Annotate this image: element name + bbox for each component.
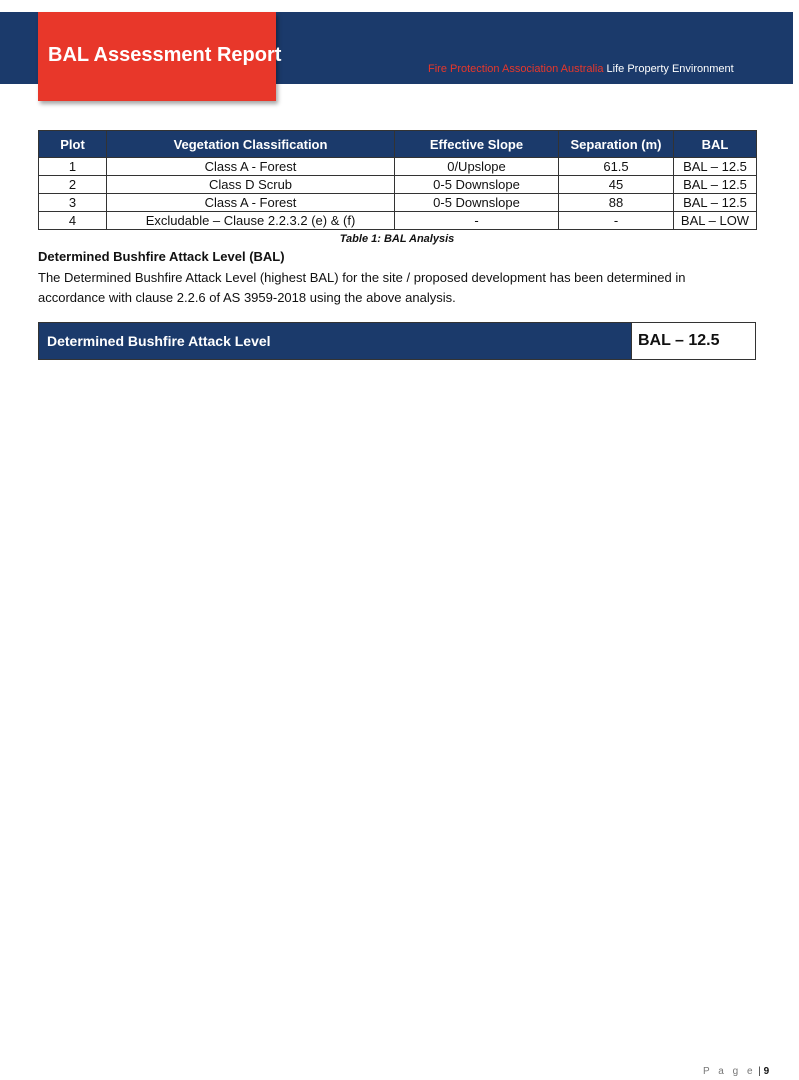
cell-vegetation: Class D Scrub: [107, 176, 395, 194]
column-header-bal: BAL: [674, 131, 757, 158]
determined-bal-box: [38, 322, 756, 360]
cell-plot: 1: [39, 158, 107, 176]
page-label: P a g e: [703, 1066, 756, 1077]
cell-vegetation: Class A - Forest: [107, 158, 395, 176]
org-motto: Life Property Environment: [603, 63, 734, 75]
cell-slope: 0-5 Downslope: [395, 194, 559, 212]
table-caption: Table 1: BAL Analysis: [339, 233, 455, 245]
bal-analysis-table: [38, 130, 757, 230]
page-number-value: 9: [763, 1066, 770, 1077]
cell-vegetation: Excludable – Clause 2.2.3.2 (e) & (f): [107, 212, 395, 230]
cell-separation: -: [559, 212, 674, 230]
header-tagline: [428, 63, 734, 75]
cell-separation: 45: [559, 176, 674, 194]
table-header-row: [39, 131, 757, 158]
cell-separation: 88: [559, 194, 674, 212]
column-header-separation: Separation (m): [559, 131, 674, 158]
column-header-slope: Effective Slope: [395, 131, 559, 158]
cell-plot: 3: [39, 194, 107, 212]
report-title-box: [38, 12, 282, 101]
cell-bal: BAL – LOW: [674, 212, 757, 230]
table-row: [39, 158, 757, 176]
table-row: [39, 176, 757, 194]
determined-bal-value: BAL – 12.5: [638, 332, 720, 349]
section-heading: Determined Bushfire Attack Level (BAL): [38, 249, 285, 264]
cell-plot: 2: [39, 176, 107, 194]
cell-slope: 0-5 Downslope: [395, 176, 559, 194]
table-row: [39, 194, 757, 212]
cell-slope: 0/Upslope: [395, 158, 559, 176]
cell-separation: 61.5: [559, 158, 674, 176]
determined-bal-label: Determined Bushfire Attack Level: [39, 323, 632, 359]
body-line-2: accordance with clause 2.2.6 of AS 3959-2018 using the above analysis.: [38, 290, 456, 305]
cell-bal: BAL – 12.5: [674, 176, 757, 194]
cell-bal: BAL – 12.5: [674, 158, 757, 176]
table-row: [39, 212, 757, 230]
page-separator: |: [755, 1066, 764, 1077]
cell-bal: BAL – 12.5: [674, 194, 757, 212]
org-name: Fire Protection Association Australia: [428, 63, 604, 75]
column-header-plot: Plot: [39, 131, 107, 158]
body-paragraph: [38, 268, 738, 308]
cell-slope: -: [395, 212, 559, 230]
column-header-vegetation: Vegetation Classification: [107, 131, 395, 158]
report-title: BAL Assessment Report: [48, 44, 282, 66]
cell-vegetation: Class A - Forest: [107, 194, 395, 212]
page-number: [703, 1066, 769, 1077]
cell-plot: 4: [39, 212, 107, 230]
body-line-1: The Determined Bushfire Attack Level (highest BAL) for the site / proposed development has been determined in: [38, 270, 686, 285]
